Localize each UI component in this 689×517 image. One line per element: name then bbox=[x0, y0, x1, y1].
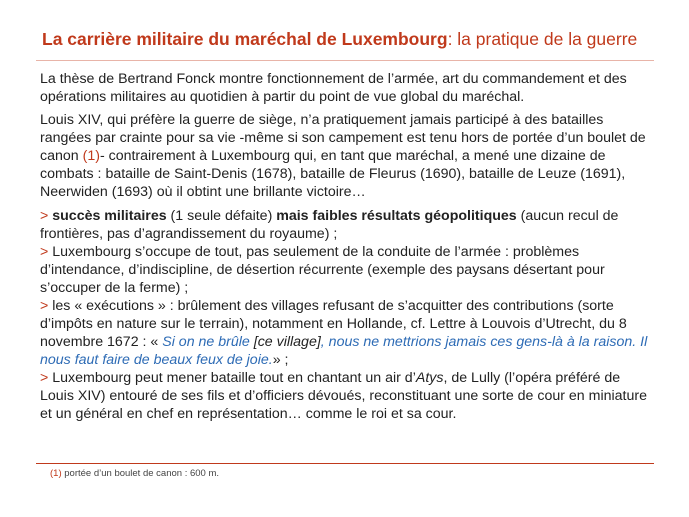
arrow-marker: > bbox=[40, 370, 49, 386]
arrow-marker: > bbox=[40, 298, 49, 314]
list-item-executions bbox=[40, 297, 650, 369]
slide-body bbox=[40, 70, 650, 423]
para2-text-after: - contrairement à Luxembourg qui, en tant que maréchal, a mené une dizaine de combats : bataille de Saint-Denis (1678), bataille de Fleurus (1690), bataille de Leuze (1691), Neerwiden (1693) où il obtint une brillante victoire… bbox=[40, 148, 626, 200]
item4-text-after: , de Lully (l’opéra préféré de Louis XIV) entouré de ses fils et d’officiers dévoués, reconstituant une sorte de cour en miniature et un général en chef en représentation… comme le roi et sa cour. bbox=[40, 370, 647, 422]
list-item-logistics bbox=[40, 243, 650, 297]
footnote-text: portée d’un boulet de canon : 600 m. bbox=[61, 468, 220, 479]
footnote-divider bbox=[36, 463, 654, 464]
item3-end: » ; bbox=[272, 352, 289, 368]
arrow-marker: > bbox=[40, 208, 49, 224]
item1-bold-success: succès militaires bbox=[52, 208, 167, 224]
list-item-atys bbox=[40, 369, 650, 423]
item1-end: (aucun recul de frontières, pas d’agrandissement du royaume) ; bbox=[40, 208, 619, 242]
item3-quote-bracket: [ce village] bbox=[249, 334, 321, 350]
footnote-number: (1) bbox=[50, 468, 62, 479]
item4-atys: Atys bbox=[415, 370, 444, 386]
arrow-marker: > bbox=[40, 244, 49, 260]
item1-mid: (1 seule défaite) bbox=[166, 208, 277, 224]
intro-paragraph: La thèse de Bertrand Fonck montre fonctionnement de l’armée, art du commandement et des opérations militaires au quotidien à partir du point de vue global du maréchal. bbox=[40, 71, 627, 105]
footnote-ref-marker: (1) bbox=[82, 148, 100, 164]
item2-text: Luxembourg s’occupe de tout, pas seulement de la conduite de l’armée : problèmes d’intendance, d’indiscipline, de désertion récurrente (exemple des paysans désertant pour s’occuper de la ferme) ; bbox=[40, 244, 605, 296]
list-item-military-success bbox=[40, 207, 650, 243]
slide-title bbox=[42, 28, 672, 50]
title-subtitle: : la pratique de la guerre bbox=[447, 29, 638, 49]
item3-quote-part1: Si on ne brûle bbox=[162, 334, 250, 350]
para2-text-before: Louis XIV, qui préfère la guerre de siège, n’a pratiquement jamais participé à des batailles rangées par crainte pour sa vie -même si son campement est tenu hors de portée d’un boulet de canon bbox=[40, 112, 646, 164]
title-divider bbox=[36, 60, 654, 61]
footnote bbox=[50, 468, 219, 480]
item1-bold-results: mais faibles résultats géopolitiques bbox=[276, 208, 517, 224]
item4-text-before: Luxembourg peut mener bataille tout en chantant un air d’ bbox=[52, 370, 416, 386]
item3-quote-part2: , nous ne mettrions jamais ces gens-là à la raison. Il nous faut faire de beaux feux de joie. bbox=[40, 334, 648, 368]
louis-xiv-paragraph bbox=[40, 111, 650, 201]
item3-text-before: les « exécutions » : brûlement des villages refusant de s’acquitter des contributions (sorte d’impôts en nature sur le terrain), notamment en Hollande, cf. Lettre à Louvois d’Utrecht, du 8 novembre 1672 : « bbox=[40, 298, 627, 350]
title-main: La carrière militaire du maréchal de Luxembourg bbox=[42, 29, 448, 49]
